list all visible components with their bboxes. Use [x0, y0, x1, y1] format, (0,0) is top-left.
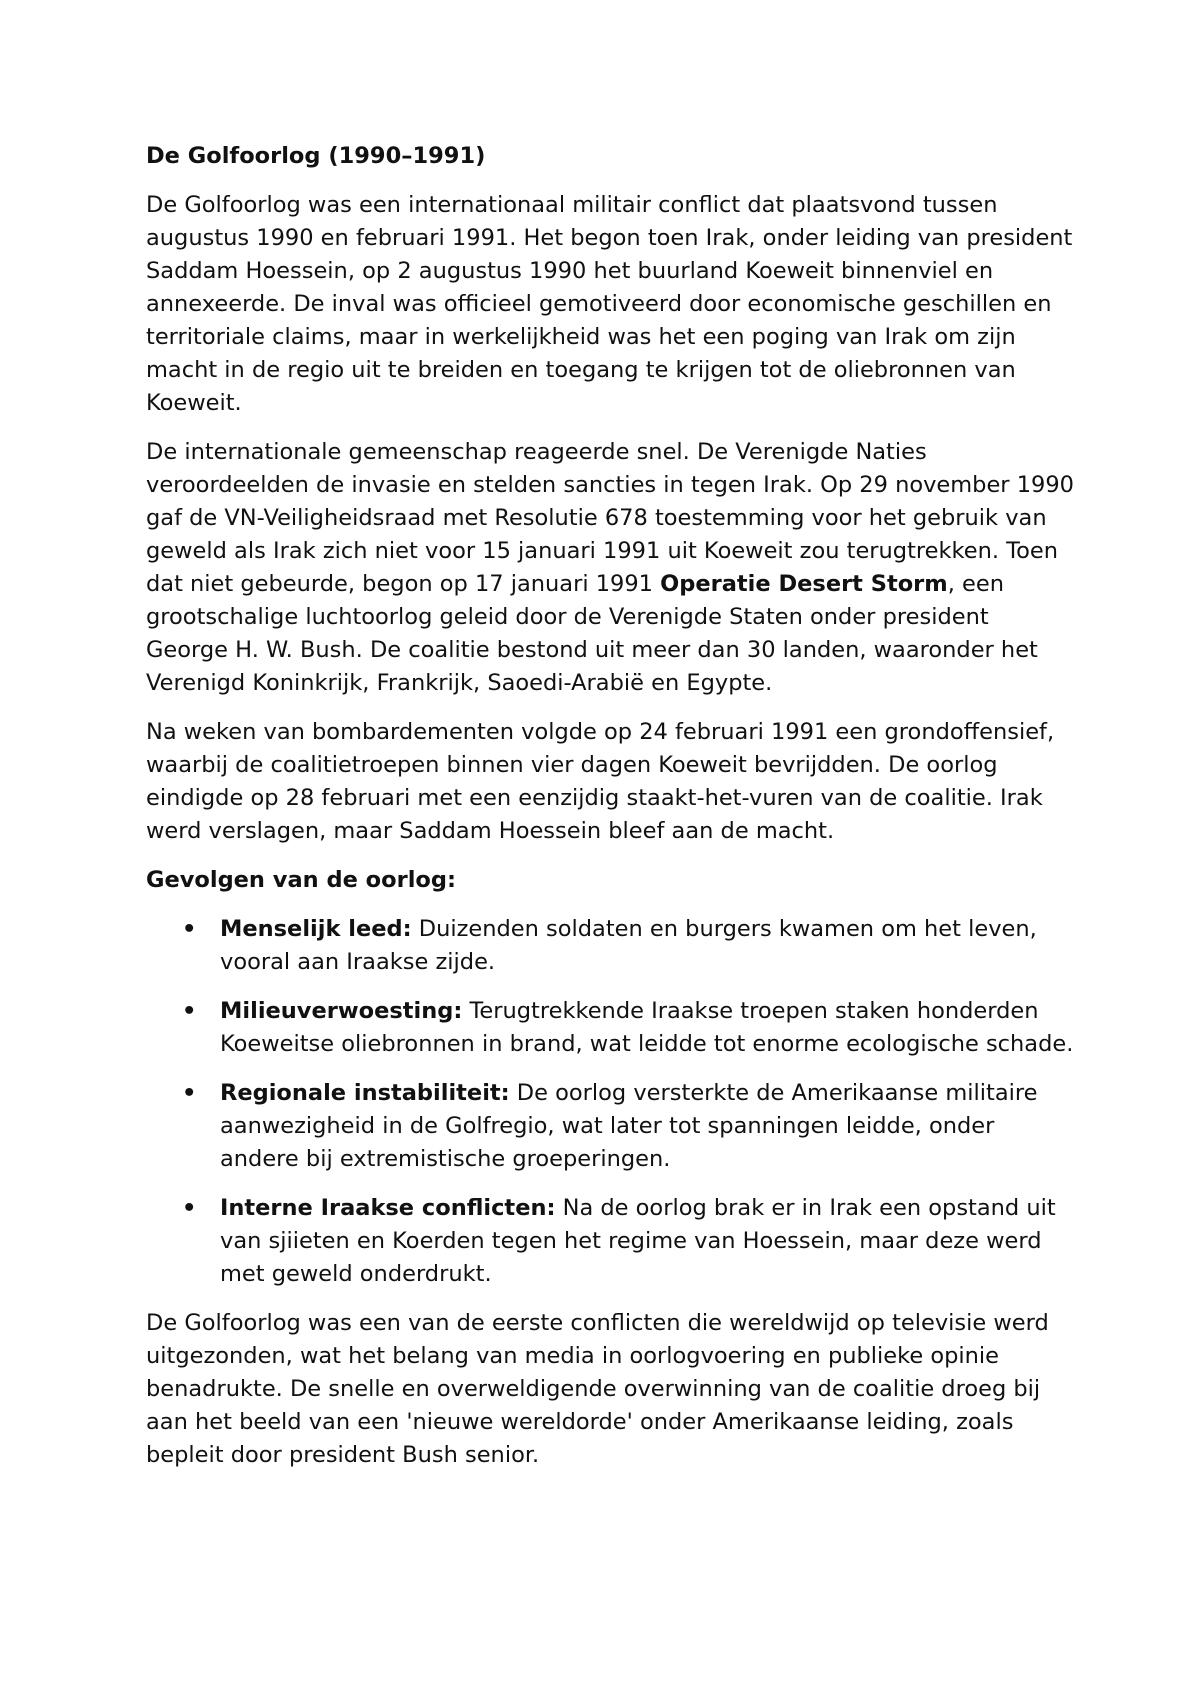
list-item-text: Terugtrekkende Iraakse troepen staken honderden Koeweitse oliebronnen in brand, wat leidde tot enorme ecologische schade. [220, 998, 1074, 1057]
document-page [146, 140, 1076, 1488]
paragraph-introduction: De Golfoorlog was een internationaal militair conflict dat plaatsvond tussen augustus 1990 en februari 1991. Het begon toen Irak, onder leiding van president Saddam Hoessein, op 2 augustus 1990 het buurland Koeweit binnenviel en annexeerde. De inval was officieel gemotiveerd door economische geschillen en territoriale claims, maar in werkelijkheid was het een poging van Irak om zijn macht in de regio uit te breiden en toegang te krijgen tot de oliebronnen van Koeweit. [146, 192, 1073, 416]
list-item-label: Interne Iraakse conflicten: [220, 1195, 556, 1221]
list-item [146, 913, 1076, 979]
list-item [146, 1077, 1076, 1176]
paragraph-text: , een grootschalige luchtoorlog geleid door de Verenigde Staten onder president George H. W. Bush. De coalitie bestond uit meer dan 30 landen, waaronder het Verenigd Koninkrijk, Frankrijk, Saoedi-Arabië en Egypte. [146, 571, 1038, 696]
operation-name: Operatie Desert Storm [660, 571, 948, 597]
bullet-icon: • [182, 1195, 197, 1221]
list-item-label: Milieuverwoesting: [220, 998, 463, 1024]
bullet-icon: • [182, 998, 197, 1024]
list-item-text: De oorlog versterkte de Amerikaanse militaire aanwezigheid in de Golfregio, wat later tot spanningen leidde, onder andere bij extremistische groeperingen. [220, 1080, 1038, 1172]
bullet-icon: • [182, 916, 197, 942]
paragraph-conclusion: De Golfoorlog was een van de eerste conflicten die wereldwijd op televisie werd uitgezonden, wat het belang van media in oorlogvoering en publieke opinie benadrukte. De snelle en overweldigende overwinning van de coalitie droeg bij aan het beeld van een 'nieuwe wereldorde' onder Amerikaanse leiding, zoals bepleit door president Bush senior. [146, 1310, 1049, 1468]
list-item [146, 1192, 1076, 1291]
consequences-heading: Gevolgen van de oorlog: [146, 867, 456, 893]
list-item-text: Duizenden soldaten en burgers kwamen om het leven, vooral aan Iraakse zijde. [220, 916, 1037, 975]
list-item-label: Regionale instabiliteit: [220, 1080, 510, 1106]
paragraph-text: De internationale gemeenschap reageerde snel. De Verenigde Naties veroordeelden de invasie en stelden sancties in tegen Irak. Op 29 november 1990 gaf de VN-Veiligheidsraad met Resolutie 678 toestemming voor het gebruik van geweld als Irak zich niet voor 15 januari 1991 uit Koeweit zou terugtrekken. Toen dat niet gebeurde, begon op 17 januari 1991 [146, 439, 1074, 597]
consequences-list [146, 913, 1076, 1291]
bullet-icon: • [182, 1080, 197, 1106]
list-item [146, 995, 1076, 1061]
paragraph-ground-offensive: Na weken van bombardementen volgde op 24 februari 1991 een grondoffensief, waarbij de coalitietroepen binnen vier dagen Koeweit bevrijdden. De oorlog eindigde op 28 februari met een eenzijdig staakt-het-vuren van de coalitie. Irak werd verslagen, maar Saddam Hoessein bleef aan de macht. [146, 719, 1055, 844]
document-title: De Golfoorlog (1990–1991) [146, 143, 486, 169]
paragraph-international-reaction [146, 436, 1076, 700]
list-item-label: Menselijk leed: [220, 916, 412, 942]
list-item-text: Na de oorlog brak er in Irak een opstand uit van sjiieten en Koerden tegen het regime van Hoessein, maar deze werd met geweld onderdrukt. [220, 1195, 1056, 1287]
